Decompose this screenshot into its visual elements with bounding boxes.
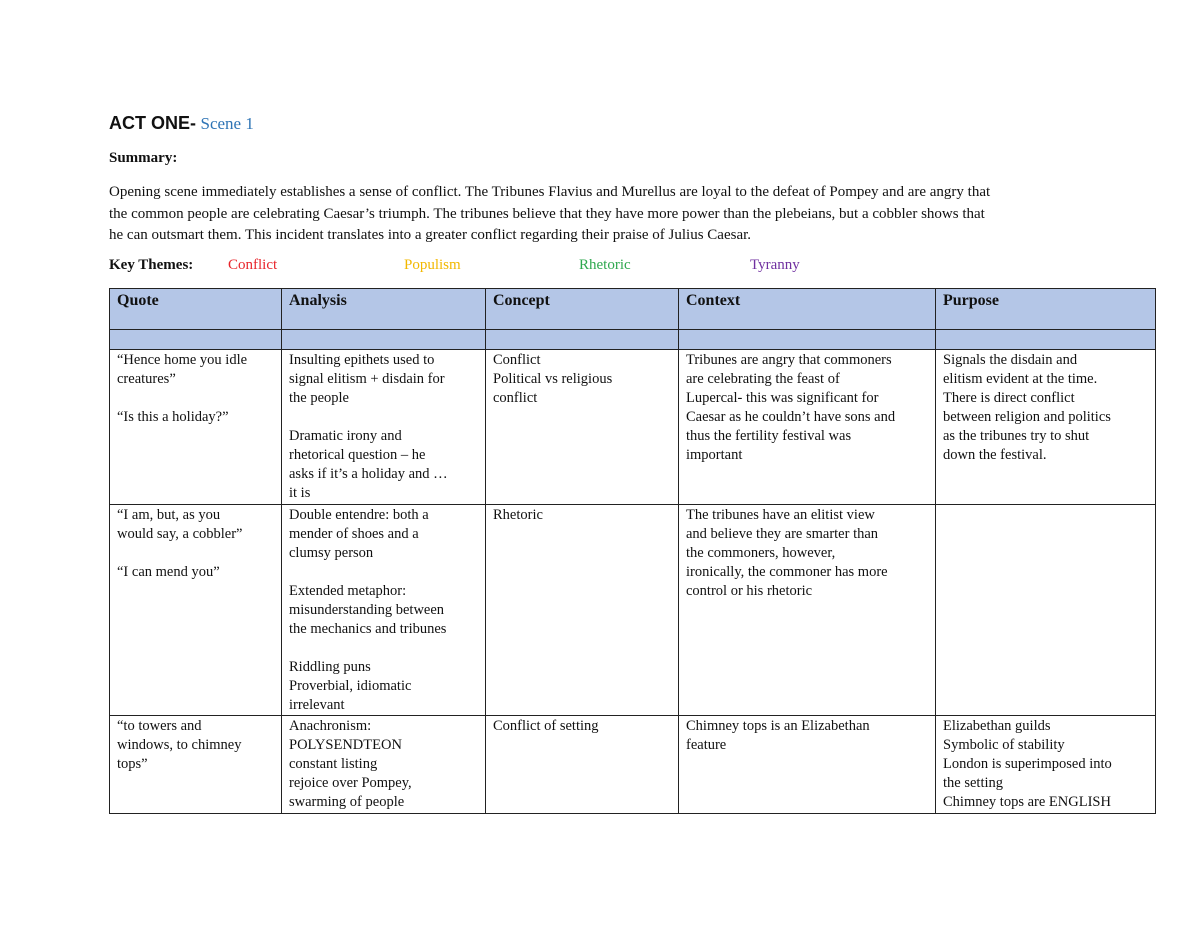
purpose-line: Signals the disdain and bbox=[943, 352, 1078, 368]
summary-line: he can outsmart them. This incident translates into a greater conflict regarding their praise of Julius Caesar. bbox=[109, 227, 752, 243]
analysis-line: rejoice over Pompey, bbox=[289, 775, 412, 791]
purpose-line: Chimney tops are ENGLISH bbox=[943, 794, 1111, 810]
analysis-line: Anachronism: bbox=[289, 718, 372, 734]
theme-conflict: Conflict bbox=[228, 257, 278, 273]
purpose-cell bbox=[936, 716, 1156, 814]
header-context: Context bbox=[679, 289, 936, 330]
analysis-line: constant listing bbox=[289, 756, 378, 772]
context-cell bbox=[679, 716, 936, 814]
page-title bbox=[109, 113, 254, 134]
header-purpose: Purpose bbox=[936, 289, 1156, 330]
analysis-line: signal elitism + disdain for bbox=[289, 371, 445, 387]
context-line: Tribunes are angry that commoners bbox=[686, 352, 892, 368]
purpose-line: Symbolic of stability bbox=[943, 737, 1065, 753]
context-line: control or his rhetoric bbox=[686, 583, 813, 599]
analysis-line: Proverbial, idiomatic bbox=[289, 678, 412, 694]
act-label: ACT ONE- bbox=[109, 113, 196, 133]
analysis-line bbox=[289, 408, 478, 427]
analysis-line: clumsy person bbox=[289, 545, 374, 561]
summary-heading: Summary: bbox=[109, 150, 178, 166]
analysis-line bbox=[289, 639, 478, 658]
header-concept: Concept bbox=[486, 289, 679, 330]
purpose-line: There is direct conflict bbox=[943, 390, 1075, 406]
purpose-cell bbox=[936, 505, 1156, 716]
analysis-table bbox=[109, 288, 1156, 814]
quote-cell bbox=[110, 350, 282, 505]
concept-line: Conflict bbox=[493, 352, 541, 368]
analysis-line: Double entendre: both a bbox=[289, 507, 429, 523]
purpose-line: elitism evident at the time. bbox=[943, 371, 1098, 387]
analysis-line: Extended metaphor: bbox=[289, 583, 407, 599]
analysis-line: rhetorical question – he bbox=[289, 447, 426, 463]
theme-tyranny: Tyranny bbox=[750, 257, 800, 273]
blank-cell bbox=[282, 330, 486, 350]
analysis-line: mender of shoes and a bbox=[289, 526, 419, 542]
quote-line: “Hence home you idle bbox=[117, 352, 248, 368]
purpose-line: down the festival. bbox=[943, 447, 1047, 463]
header-quote: Quote bbox=[110, 289, 282, 330]
context-line: important bbox=[686, 447, 743, 463]
analysis-line: the mechanics and tribunes bbox=[289, 621, 447, 637]
concept-line: conflict bbox=[493, 390, 538, 406]
summary-paragraph bbox=[109, 182, 1109, 247]
concept-cell bbox=[486, 505, 679, 716]
blank-cell bbox=[679, 330, 936, 350]
quote-line bbox=[117, 544, 274, 563]
context-line: and believe they are smarter than bbox=[686, 526, 879, 542]
blank-cell bbox=[110, 330, 282, 350]
analysis-line bbox=[289, 563, 478, 582]
blank-cell bbox=[486, 330, 679, 350]
analysis-cell bbox=[282, 350, 486, 505]
analysis-line: irrelevant bbox=[289, 697, 345, 713]
concept-line: Rhetoric bbox=[493, 507, 543, 523]
analysis-cell bbox=[282, 716, 486, 814]
theme-rhetoric: Rhetoric bbox=[579, 257, 631, 273]
purpose-line: as the tribunes try to shut bbox=[943, 428, 1090, 444]
scene-label: Scene 1 bbox=[200, 114, 254, 133]
theme-populism: Populism bbox=[404, 257, 461, 273]
purpose-line: the setting bbox=[943, 775, 1004, 791]
key-themes-label: Key Themes: bbox=[109, 257, 194, 273]
table-blank-row bbox=[110, 330, 1156, 350]
context-line: the commoners, however, bbox=[686, 545, 836, 561]
blank-cell bbox=[936, 330, 1156, 350]
table-header-row bbox=[110, 289, 1156, 330]
analysis-line: misunderstanding between bbox=[289, 602, 445, 618]
summary-line: the common people are celebrating Caesar’s triumph. The tribunes believe that they have more power than the plebeians, but a cobbler shows that bbox=[109, 205, 985, 222]
context-line: The tribunes have an elitist view bbox=[686, 507, 875, 523]
table-row bbox=[110, 350, 1156, 505]
concept-cell bbox=[486, 716, 679, 814]
analysis-line: Dramatic irony and bbox=[289, 428, 402, 444]
summary-line: Opening scene immediately establishes a sense of conflict. The Tribunes Flavius and Murellus are loyal to the defeat of Pompey and are angry that bbox=[109, 184, 991, 200]
context-line: Chimney tops is an Elizabethan bbox=[686, 718, 870, 734]
quote-line: “to towers and bbox=[117, 718, 202, 734]
analysis-line: it is bbox=[289, 485, 311, 501]
analysis-line: asks if it’s a holiday and … bbox=[289, 466, 448, 482]
table-body bbox=[110, 350, 1156, 814]
analysis-line: the people bbox=[289, 390, 349, 406]
quote-cell bbox=[110, 505, 282, 716]
quote-line: “I am, but, as you bbox=[117, 507, 221, 523]
purpose-line: between religion and politics bbox=[943, 409, 1111, 425]
purpose-line: London is superimposed into bbox=[943, 756, 1112, 772]
analysis-line: Riddling puns bbox=[289, 659, 371, 675]
quote-line: creatures” bbox=[117, 371, 176, 387]
quote-line: “I can mend you” bbox=[117, 564, 220, 580]
context-line: are celebrating the feast of bbox=[686, 371, 840, 387]
quote-line: would say, a cobbler” bbox=[117, 526, 243, 542]
analysis-line: POLYSENDTEON bbox=[289, 737, 402, 753]
context-line: ironically, the commoner has more bbox=[686, 564, 888, 580]
analysis-line: Insulting epithets used to bbox=[289, 352, 435, 368]
analysis-cell bbox=[282, 505, 486, 716]
purpose-line: Elizabethan guilds bbox=[943, 718, 1051, 734]
concept-line: Conflict of setting bbox=[493, 718, 599, 734]
context-line: feature bbox=[686, 737, 727, 753]
quote-line bbox=[117, 389, 274, 408]
analysis-line: swarming of people bbox=[289, 794, 405, 810]
context-cell bbox=[679, 350, 936, 505]
context-line: Lupercal- this was significant for bbox=[686, 390, 879, 406]
quote-cell bbox=[110, 716, 282, 814]
context-line: thus the fertility festival was bbox=[686, 428, 852, 444]
concept-line: Political vs religious bbox=[493, 371, 613, 387]
purpose-cell bbox=[936, 350, 1156, 505]
table-row bbox=[110, 505, 1156, 716]
quote-line: “Is this a holiday?” bbox=[117, 409, 229, 425]
quote-line: tops” bbox=[117, 756, 148, 772]
table-row bbox=[110, 716, 1156, 814]
concept-cell bbox=[486, 350, 679, 505]
context-cell bbox=[679, 505, 936, 716]
header-analysis: Analysis bbox=[282, 289, 486, 330]
quote-line: windows, to chimney bbox=[117, 737, 242, 753]
context-line: Caesar as he couldn’t have sons and bbox=[686, 409, 896, 425]
